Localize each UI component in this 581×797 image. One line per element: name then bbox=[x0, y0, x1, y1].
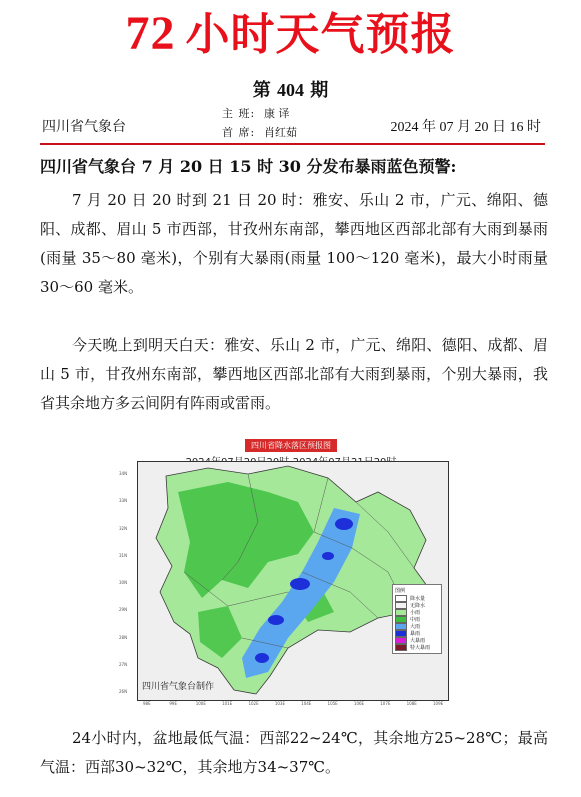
legend-label: 特大暴雨 bbox=[410, 645, 431, 651]
issue-value: 404 bbox=[277, 80, 304, 100]
legend-swatch bbox=[395, 644, 407, 651]
x-tick-label: 102E bbox=[248, 701, 259, 706]
issue-prefix: 第 bbox=[252, 80, 271, 101]
legend-item bbox=[395, 595, 439, 602]
first-name: 肖红茹 bbox=[264, 126, 297, 139]
issue-suffix: 期 bbox=[310, 80, 329, 101]
y-tick-label: 28N bbox=[119, 634, 128, 640]
legend-swatch bbox=[395, 637, 407, 644]
chief-row bbox=[222, 104, 297, 123]
organization: 四川省气象台 bbox=[42, 119, 126, 135]
map-legend bbox=[392, 584, 442, 654]
chief-name: 康 译 bbox=[264, 107, 290, 120]
first-label: 首 席: bbox=[222, 126, 256, 139]
y-tick-label: 31N bbox=[119, 552, 128, 558]
map-x-ticks bbox=[137, 701, 447, 709]
legend-title: 图例 bbox=[395, 588, 406, 594]
legend-label: 降水量 bbox=[410, 596, 426, 602]
legend-item bbox=[395, 616, 439, 623]
y-tick-label: 33N bbox=[119, 498, 128, 504]
legend-label: 大暴雨 bbox=[410, 638, 426, 644]
legend-label: 大雨 bbox=[410, 624, 421, 630]
warning-headline: 四川省气象台 7 月 20 日 15 时 30 分发布暴雨蓝色预警: bbox=[40, 157, 457, 176]
issue-number bbox=[0, 76, 581, 102]
title-number: 72 bbox=[125, 7, 176, 60]
paragraph-tonight: 今天晚上到明天白天：雅安、乐山 2 市，广元、绵阳、德阳、成都、眉山 5 市，甘孜州东南部，攀西地区西部北部有大雨到暴雨，个别大暴雨，我省其余地方多云间阴有阵雨或雷雨。 bbox=[40, 336, 548, 412]
x-tick-label: 105E bbox=[327, 701, 338, 706]
x-tick-label: 107E bbox=[380, 701, 391, 706]
map-credit: 四川省气象台制作 bbox=[142, 682, 215, 692]
x-tick-label: 101E bbox=[222, 701, 233, 706]
legend-swatch bbox=[395, 630, 407, 637]
x-tick-label: 106E bbox=[353, 701, 365, 706]
x-tick-label: 100E bbox=[195, 701, 206, 706]
first-row bbox=[222, 123, 297, 142]
staff-block bbox=[222, 104, 297, 142]
x-tick-label: 104E bbox=[301, 701, 312, 706]
legend-swatch bbox=[395, 616, 407, 623]
red-divider bbox=[40, 143, 545, 145]
legend-swatch bbox=[395, 595, 407, 602]
x-tick-label: 109E bbox=[433, 701, 444, 706]
legend-item bbox=[395, 630, 439, 637]
x-tick-label: 99E bbox=[169, 701, 177, 706]
y-tick-label: 26N bbox=[119, 689, 128, 694]
map-frame bbox=[137, 461, 449, 701]
paragraph-forecast-24h: 7 月 20 日 20 时到 21 日 20 时：雅安、乐山 2 市，广元、绵阳、德阳、成都、眉山 5 市西部，甘孜州东南部，攀西地区西部北部有大雨到暴雨(雨量 35～80 毫米)，个别有大暴雨(雨量 100～120 毫米)，最大小时雨量 30～60 毫米。 bbox=[40, 191, 548, 296]
legend-label: 中雨 bbox=[410, 617, 421, 623]
y-tick-label: 32N bbox=[119, 525, 128, 531]
legend-swatch bbox=[395, 623, 407, 630]
map-y-ticks bbox=[119, 461, 135, 699]
y-tick-label: 29N bbox=[119, 607, 128, 613]
paragraph-temperature: 24小时内，盆地最低气温：西部22~24℃，其余地方25~28℃；最高气温：西部30~32℃，其余地方34~37℃。 bbox=[40, 729, 548, 776]
legend-label: 暴雨 bbox=[410, 631, 421, 637]
legend-swatch bbox=[395, 602, 407, 609]
y-tick-label: 34N bbox=[119, 471, 128, 476]
legend-swatch bbox=[395, 609, 407, 616]
precipitation-map bbox=[117, 433, 465, 709]
map-graphic bbox=[138, 462, 448, 700]
legend-item bbox=[395, 602, 439, 609]
legend-item bbox=[395, 637, 439, 644]
legend-item bbox=[395, 623, 439, 630]
legend-label: 小雨 bbox=[410, 610, 421, 616]
title-text: 小时天气预报 bbox=[185, 9, 456, 60]
x-tick-label: 98E bbox=[143, 701, 151, 706]
y-tick-label: 30N bbox=[119, 580, 128, 585]
legend-item bbox=[395, 609, 439, 616]
y-tick-label: 27N bbox=[119, 661, 128, 667]
legend-item bbox=[395, 644, 439, 651]
chief-label: 主 班: bbox=[222, 107, 256, 120]
x-tick-label: 103E bbox=[274, 701, 285, 706]
issue-datetime: 2024 年 07 月 20 日 16 时 bbox=[390, 120, 541, 135]
legend-label: 无降水 bbox=[410, 603, 426, 609]
forecast-title bbox=[0, 4, 581, 65]
map-title-badge: 四川省降水落区预报图 bbox=[245, 439, 337, 452]
x-tick-label: 108E bbox=[406, 701, 417, 706]
